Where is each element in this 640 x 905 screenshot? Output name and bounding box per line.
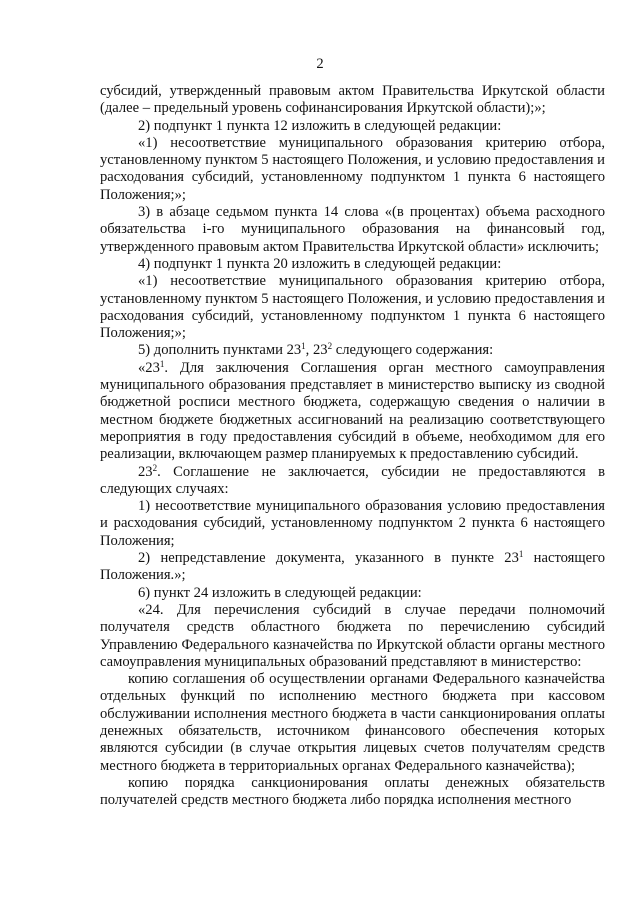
paragraph: копию порядка санкционирования оплаты денежных обязательств получателей средств местного бюджета либо порядка исполнения местного — [100, 774, 605, 809]
paragraph: «1) несоответствие муниципального образования критерию отбора, установленному пунктом 5 настоящего Положения, и условию предоставления и расходования субсидий, установленному подпунктом 1 пункта 6 настоящего Положения;»; — [100, 273, 605, 342]
paragraph — [100, 550, 605, 585]
superscript: 1 — [159, 358, 165, 369]
paragraph: 4) подпункт 1 пункта 20 изложить в следующей редакции: — [138, 255, 502, 272]
superscript: 2 — [152, 462, 158, 473]
paragraph: 3) в абзаце седьмом пункта 14 слова «(в процентах) объема расходного обязательства i-го муниципального образования на финансовый год, утвержденного правовым актом Правительства Иркутской области» исключить; — [100, 204, 605, 255]
paragraph: копию соглашения об осуществлении органами Федерального казначейства отдельных функций по исполнению местного бюджета при кассовом обслуживании исполнения местного бюджета в части санкционирования оплаты денежных обязательств, источником финансового обеспечения которых являются субсидии (в случае открытия лицевых счетов получателям средств местного бюджета в территориальных органах Федерального казначейства); — [100, 671, 605, 774]
paragraph: субсидий, утвержденный правовым актом Правительства Иркутской области (далее – предельный уровень софинансирования Иркутской области);»; — [100, 83, 605, 117]
superscript: 1 — [518, 549, 524, 560]
paragraph: 1) несоответствие муниципального образования условию предоставления и расходования субсидий, установленному подпунктом 2 пункта 6 настоящего Положения; — [100, 498, 605, 549]
text-run: 5) дополнить пунктами 23 — [138, 342, 302, 359]
page-number: 2 — [316, 56, 324, 72]
text-run: настоящего Положения.»; — [100, 550, 605, 584]
text-run: , 23 — [305, 342, 328, 359]
text-run: . Соглашение не заключается, субсидии не предоставляются в следующих случаях: — [100, 463, 605, 497]
superscript: 2 — [327, 341, 333, 352]
paragraph: «24. Для перечисления субсидий в случае передачи полномочий получателя средств областного бюджета по перечислению субсидий Управлению Федерального казначейства по Иркутской области органы местного самоуправления муниципальных образований представляют в министерство: — [100, 601, 605, 670]
paragraph: 6) пункт 24 изложить в следующей редакции: — [138, 584, 422, 601]
superscript: 1 — [301, 341, 306, 352]
paragraph — [100, 360, 605, 464]
text-run: . Для заключения Соглашения орган местного самоуправления муниципального образования представляет в министерство выписку из сводной бюджетной росписи местного бюджета, содержащую сведения о наличии в местном бюджете бюджетных ассигнований на реализацию соответствующего мероприятия в году предоставления субсидий в объеме, необходимом для его реализации, включающем размер планируемых к предоставлению субсидий. — [100, 359, 605, 463]
text-run: следующего содержания: — [332, 342, 494, 359]
paragraph — [100, 342, 605, 359]
paragraph: 2) подпункт 1 пункта 12 изложить в следующей редакции: — [138, 117, 502, 134]
paragraph — [100, 464, 605, 499]
text-run: «23 — [138, 359, 160, 376]
document-body — [100, 83, 605, 809]
text-run: 2) непредставление документа, указанного в пункте 23 — [138, 550, 519, 567]
paragraph: «1) несоответствие муниципального образования критерию отбора, установленному пунктом 5 настоящего Положения, и условию предоставления и расходования субсидий, установленному подпунктом 1 пункта 6 настоящего Положения;»; — [100, 134, 605, 203]
text-run: 23 — [138, 463, 153, 480]
